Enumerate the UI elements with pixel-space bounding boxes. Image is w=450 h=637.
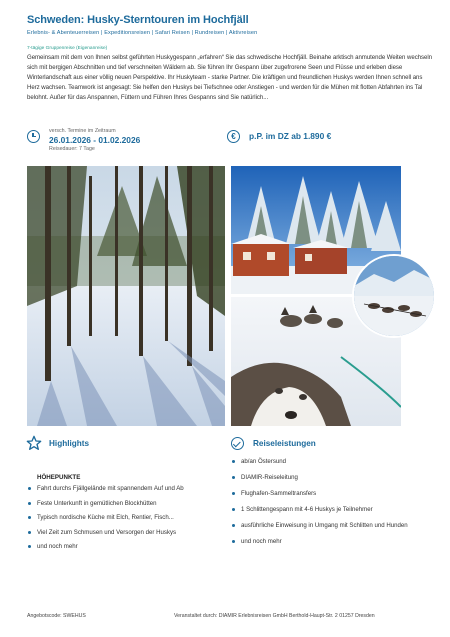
check-circle-icon [231, 437, 244, 450]
photo-sled-team-inset [352, 254, 436, 338]
services-list [231, 458, 426, 554]
list-item[interactable]: und noch mehr [231, 538, 426, 546]
list-item: ab/an Östersund [231, 458, 426, 466]
services-header [231, 435, 426, 451]
list-item: ausführliche Einweisung in Umgang mit Schlitten und Hunden [231, 522, 426, 530]
list-item: Flughafen-Sammeltransfers [231, 490, 426, 498]
page-title: Schweden: Husky-Sterntouren im Hochfjäll [27, 14, 249, 26]
price-info [227, 128, 427, 162]
highlights-subtitle: HÖHEPUNKTE [37, 474, 81, 481]
intro-text: Gemeinsam mit dem von Ihnen selbst geführten Huskygespann „erfahren“ Sie das schwedische Hochfjäll. Beinahe arktisch anmutende Weiten wechseln sich mit bergigen Abschnitten und tief verschneiten Wäldern ab. Sie führen Ihr Gespann über zugefrorene Seen und Flüsse und erleben diese Winterlandschaft aus einer völlig neuen Perspektive. Ihr Huskyteam - starke Partner. Die kräftigen und freundlichen Huskys werden Ihnen schnell ans Herz wachsen. Teamwork ist angesagt: Sie helfen den Huskys bei Tiefschnee oder Anstiegen - und werden für die Mühen mit flotten Abfahrten ins Tal belohnt. Außer für das Anspannen, Füttern und Führen Ihres Gespanns sind Sie natürlich... [27, 54, 433, 101]
dates-note: versch. Termine im Zeitraum [49, 128, 116, 134]
euro-icon: € [227, 130, 240, 143]
highlights-title: Highlights [49, 439, 90, 448]
photo-snowy-forest [27, 166, 225, 426]
list-item: 1 Schlittengespann mit 4-6 Huskys je Teilnehmer [231, 506, 426, 514]
category-list: Erlebnis- & Abenteuerreisen | Expeditionsreisen | Safari Reisen | Rundreisen | Aktivreisen [27, 30, 258, 36]
trip-duration: Reisedauer: 7 Tage [49, 146, 95, 152]
list-item: Typisch nordische Küche mit Elch, Rentier, Fisch... [27, 514, 222, 529]
services-title: Reiseleistungen [253, 439, 316, 448]
highlights-header [27, 435, 217, 451]
star-icon [26, 435, 42, 451]
offer-code: Angebotscode: SWEHUS [27, 613, 86, 619]
date-range: 26.01.2026 - 01.02.2026 [49, 135, 141, 145]
organizer-info: Veranstaltet durch: DIAMIR Erlebnisreisen GmbH Berthold-Haupt-Str. 2 01257 Dresden [174, 613, 375, 619]
highlights-list [27, 485, 222, 558]
group-tag: 7-tägige Gruppenreise (Eigenanreise) [27, 46, 108, 51]
list-item: Fahrt durchs Fjällgelände mit spannendem Auf und Ab [27, 485, 222, 500]
clock-icon [27, 130, 40, 143]
list-item[interactable]: und noch mehr [27, 543, 222, 558]
list-item: Viel Zeit zum Schmusen und Versorgen der Huskys [27, 529, 222, 544]
list-item: DIAMIR-Reiseleitung [231, 474, 426, 482]
list-item: Feste Unterkunft in gemütlichen Blockhütten [27, 500, 222, 515]
dates-info [27, 128, 217, 162]
price-label: p.P. im DZ ab 1.890 € [249, 131, 332, 141]
